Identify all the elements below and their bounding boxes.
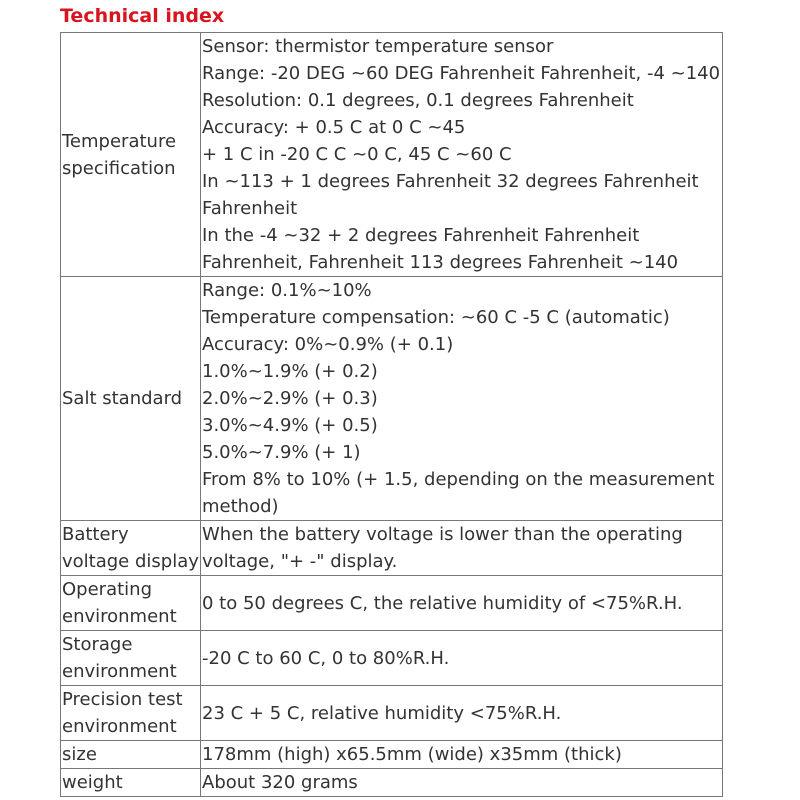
row-label: Storage environment	[61, 631, 201, 686]
row-label: weight	[61, 769, 201, 797]
row-label: Precision test environment	[61, 686, 201, 741]
spec-table	[60, 32, 723, 797]
value-line: Sensor: thermistor temperature sensor	[202, 36, 554, 57]
table-row	[61, 33, 723, 277]
value-line: In the -4 ~32 + 2 degrees Fahrenheit Fahrenheit Fahrenheit, Fahrenheit 113 degrees Fahrenheit ~140	[202, 225, 679, 273]
value-line: Range: 0.1%~10%	[202, 280, 372, 301]
table-row	[61, 277, 723, 521]
value-line: Temperature compensation: ~60 C -5 C (automatic)	[202, 307, 670, 328]
section-title: Technical index	[60, 5, 225, 27]
value-line: 3.0%~4.9% (+ 0.5)	[202, 415, 378, 436]
value-line: 1.0%~1.9% (+ 0.2)	[202, 361, 378, 382]
row-label: Battery voltage display	[61, 521, 201, 576]
value-line: 23 C + 5 C, relative humidity <75%R.H.	[202, 702, 562, 724]
row-value	[201, 576, 723, 631]
value-line: 5.0%~7.9% (+ 1)	[202, 442, 361, 463]
table-row	[61, 769, 723, 797]
value-line: 2.0%~2.9% (+ 0.3)	[202, 388, 378, 409]
table-row	[61, 521, 723, 576]
row-label: Operating environment	[61, 576, 201, 631]
row-value	[201, 769, 723, 797]
row-value	[201, 277, 723, 521]
value-line: About 320 grams	[202, 772, 358, 793]
row-label: size	[61, 741, 201, 769]
value-line: 0 to 50 degrees C, the relative humidity of <75%R.H.	[202, 592, 683, 614]
table-row	[61, 741, 723, 769]
value-line: 178mm (high) x65.5mm (wide) x35mm (thick)	[202, 744, 622, 765]
value-line: Range: -20 DEG ~60 DEG Fahrenheit Fahrenheit, -4 ~140	[202, 63, 721, 84]
row-value	[201, 631, 723, 686]
value-line: + 1 C in -20 C C ~0 C, 45 C ~60 C	[202, 144, 512, 165]
value-line: Resolution: 0.1 degrees, 0.1 degrees Fahrenheit	[202, 90, 634, 111]
table-row	[61, 631, 723, 686]
row-value	[201, 33, 723, 277]
row-value	[201, 686, 723, 741]
value-line: Accuracy: 0%~0.9% (+ 0.1)	[202, 334, 454, 355]
table-row	[61, 686, 723, 741]
value-line: From 8% to 10% (+ 1.5, depending on the measurement method)	[202, 469, 715, 517]
value-line: -20 C to 60 C, 0 to 80%R.H.	[202, 647, 450, 669]
row-label: Temperature specification	[61, 33, 201, 277]
table-row	[61, 576, 723, 631]
value-line: Accuracy: + 0.5 C at 0 C ~45	[202, 117, 466, 138]
value-line: When the battery voltage is lower than the operating voltage, "+ -" display.	[202, 524, 683, 572]
row-label: Salt standard	[61, 277, 201, 521]
value-line: In ~113 + 1 degrees Fahrenheit 32 degrees Fahrenheit Fahrenheit	[202, 171, 699, 219]
row-value	[201, 741, 723, 769]
row-value	[201, 521, 723, 576]
